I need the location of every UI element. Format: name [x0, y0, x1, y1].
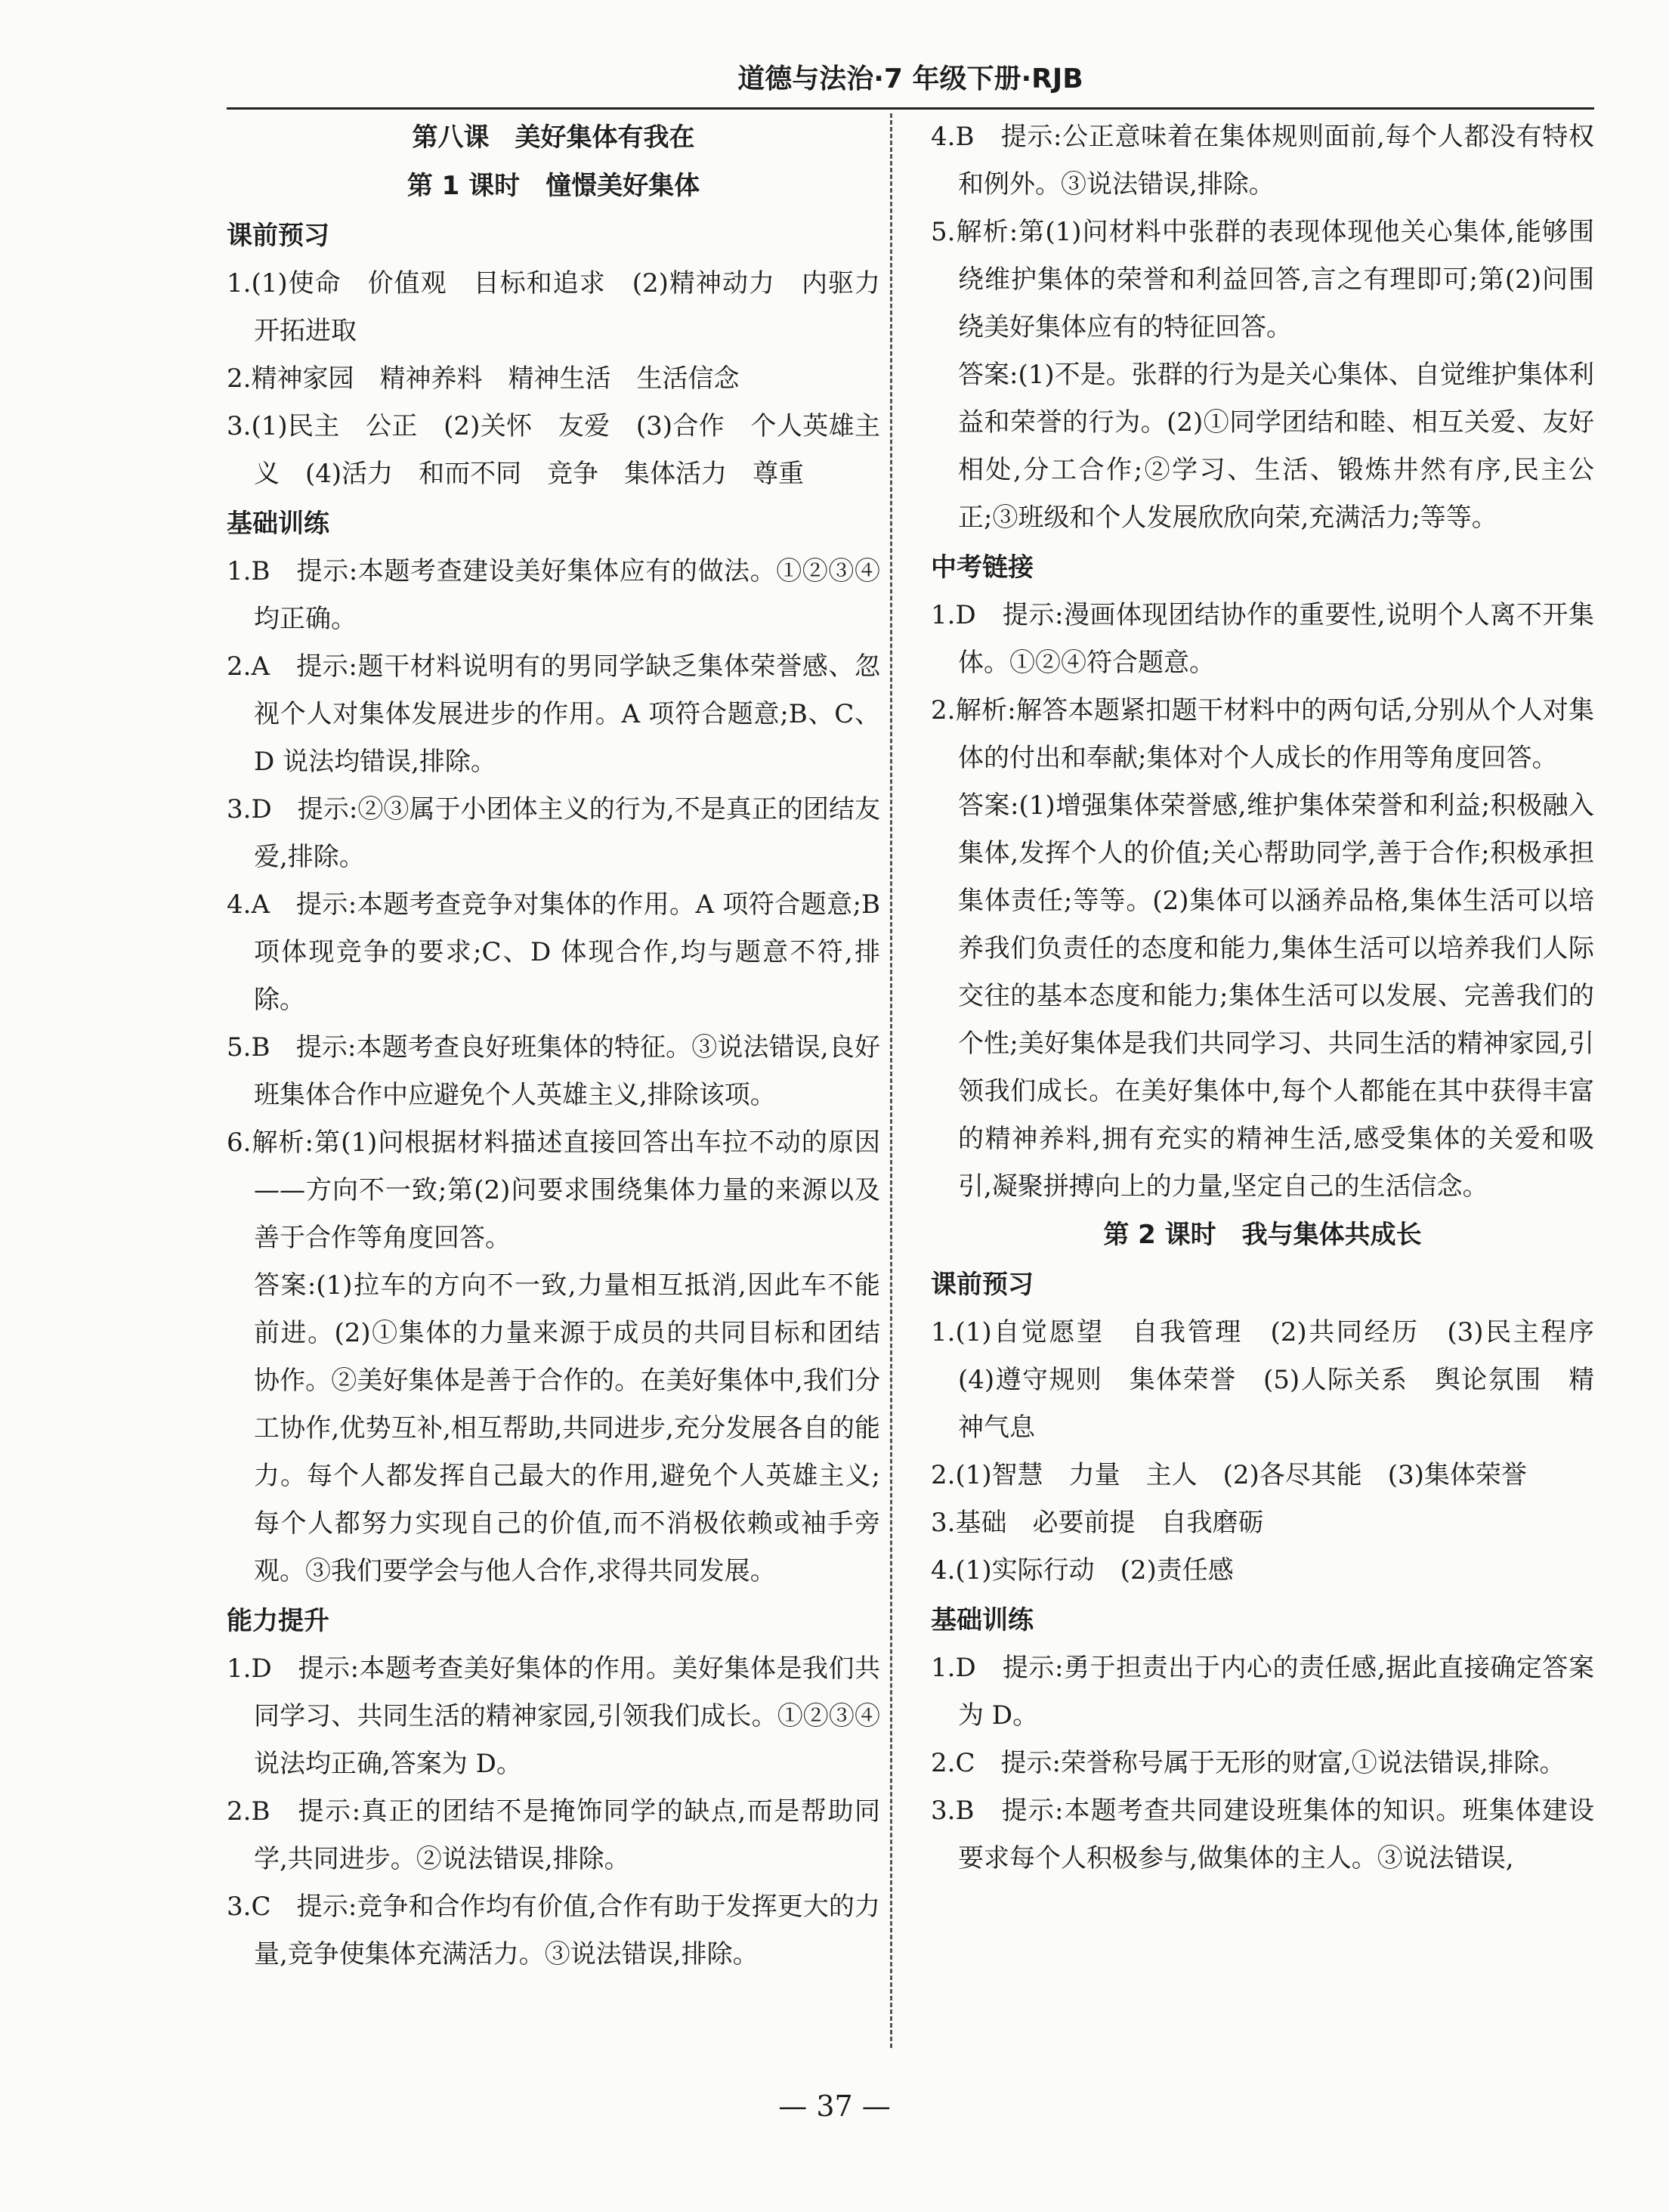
section-heading: 基础训练 — [931, 1605, 1034, 1635]
question-item: 1.(1)使命 价值观 目标和追求 (2)精神动力 内驱力 开拓进取 — [227, 268, 906, 346]
right-column — [931, 113, 1620, 1883]
question-item: 4.A 提示:本题考查竞争对集体的作用。A 项符合题意;B 项体现竞争的要求;C、D 体现合作,均与题意不符,排除。 — [227, 889, 880, 1015]
answer-paragraph: 答案:(1)不是。张群的行为是关心集体、自觉维护集体利益和荣誉的行为。(2)①同学团结和睦、相互关爱、友好相处,分工合作;②学习、生活、锻炼井然有序,民主公正;③班级和个人发展欣欣向荣,充满活力;等等。 — [958, 360, 1594, 533]
question-item: 2.(1)智慧 力量 主人 (2)各尽其能 (3)集体荣誉 — [931, 1460, 1527, 1490]
lesson-title: 第八课 美好集体有我在 — [412, 122, 695, 153]
question-item: 1.D 提示:漫画体现团结协作的重要性,说明个人离不开集体。①②④符合题意。 — [931, 600, 1594, 678]
section-heading: 课前预习 — [931, 1270, 1034, 1300]
lesson-title: 第 2 课时 我与集体共成长 — [1103, 1220, 1422, 1250]
question-item: 4.(1)实际行动 (2)责任感 — [931, 1555, 1234, 1586]
lesson-title: 第 1 课时 憧憬美好集体 — [406, 171, 700, 201]
page-header: 道德与法治·7 年级下册·RJB — [737, 63, 1083, 94]
question-item: 5.B 提示:本题考查良好班集体的特征。③说法错误,良好班集体合作中应避免个人英雄主义,排除该项。 — [227, 1032, 880, 1110]
question-item: 1.D 提示:本题考查美好集体的作用。美好集体是我们共同学习、共同生活的精神家园,引领我们成长。①②③④说法均正确,答案为 D。 — [227, 1654, 880, 1779]
question-item: 3.B 提示:本题考查共同建设班集体的知识。班集体建设要求每个人积极参与,做集体的主人。③说法错误, — [931, 1796, 1594, 1873]
question-item: 3.C 提示:竞争和合作均有价值,合作有助于发挥更大的力量,竞争使集体充满活力。③说法错误,排除。 — [227, 1892, 880, 1969]
question-item: 2.C 提示:荣誉称号属于无形的财富,①说法错误,排除。 — [931, 1748, 1565, 1778]
question-item: 2.精神家园 精神养料 精神生活 生活信念 — [227, 364, 740, 394]
answer-paragraph: 答案:(1)拉车的方向不一致,力量相互抵消,因此车不能前进。(2)①集体的力量来源于成员的共同目标和团结协作。②美好集体是善于合作的。在美好集体中,我们分工协作,优势互补,相互帮助,共同进步,充分发展各自的能力。每个人都发挥自己最大的作用,避免个人英雄主义;每个人都努力实现自己的价值,而不消极依赖或袖手旁观。③我们要学会与他人合作,求得共同发展。 — [254, 1270, 880, 1586]
section-heading: 基础训练 — [227, 509, 329, 539]
section-heading: 中考链接 — [931, 552, 1034, 583]
header-rule — [227, 107, 1594, 110]
left-column — [227, 113, 906, 1978]
question-item: 1.D 提示:勇于担责出于内心的责任感,据此直接确定答案为 D。 — [931, 1653, 1594, 1731]
question-item: 3.D 提示:②③属于小团体主义的行为,不是真正的团结友爱,排除。 — [227, 794, 880, 872]
question-item: 1.B 提示:本题考查建设美好集体应有的做法。①②③④均正确。 — [227, 556, 880, 634]
section-heading: 能力提升 — [227, 1606, 329, 1636]
question-item: 5.解析:第(1)问材料中张群的表现体现他关心集体,能够围绕维护集体的荣誉和利益回答,言之有理即可;第(2)问围绕美好集体应有的特征回答。 — [931, 217, 1594, 342]
question-item: 3.(1)民主 公正 (2)关怀 友爱 (3)合作 个人英雄主义 (4)活力 和而不同 竞争 集体活力 尊重 — [227, 411, 880, 489]
section-heading: 课前预习 — [227, 221, 329, 251]
question-item: 2.A 提示:题干材料说明有的男同学缺乏集体荣誉感、忽视个人对集体发展进步的作用。A 项符合题意;B、C、D 说法均错误,排除。 — [227, 651, 880, 777]
question-item: 4.B 提示:公正意味着在集体规则面前,每个人都没有特权和例外。③说法错误,排除。 — [931, 122, 1594, 200]
page-number: — 37 — — [778, 2090, 891, 2123]
question-item: 3.基础 必要前提 自我磨砺 — [931, 1508, 1264, 1538]
question-item: 2.解析:解答本题紧扣题干材料中的两句话,分别从个人对集体的付出和奉献;集体对个人成长的作用等角度回答。 — [931, 695, 1594, 773]
answer-paragraph: 答案:(1)增强集体荣誉感,维护集体荣誉和利益;积极融入集体,发挥个人的价值;关心帮助同学,善于合作;积极承担集体责任;等等。(2)集体可以涵养品格,集体生活可以培养我们负责任的态度和能力,集体生活可以培养我们人际交往的基本态度和能力;集体生活可以发展、完善我们的个性;美好集体是我们共同学习、共同生活的精神家园,引领我们成长。在美好集体中,每个人都能在其中获得丰富的精神养料,拥有充实的精神生活,感受集体的关爱和吸引,凝聚拼搏向上的力量,坚定自己的生活信念。 — [958, 790, 1594, 1202]
question-item: 2.B 提示:真正的团结不是掩饰同学的缺点,而是帮助同学,共同进步。②说法错误,排除。 — [227, 1796, 880, 1874]
question-item: 1.(1)自觉愿望 自我管理 (2)共同经历 (3)民主程序 (4)遵守规则 集体荣誉 (5)人际关系 舆论氛围 精神气息 — [931, 1317, 1620, 1443]
column-divider — [890, 113, 892, 2048]
question-item: 6.解析:第(1)问根据材料描述直接回答出车拉不动的原因——方向不一致;第(2)问要求围绕集体力量的来源以及善于合作等角度回答。 — [227, 1128, 880, 1253]
